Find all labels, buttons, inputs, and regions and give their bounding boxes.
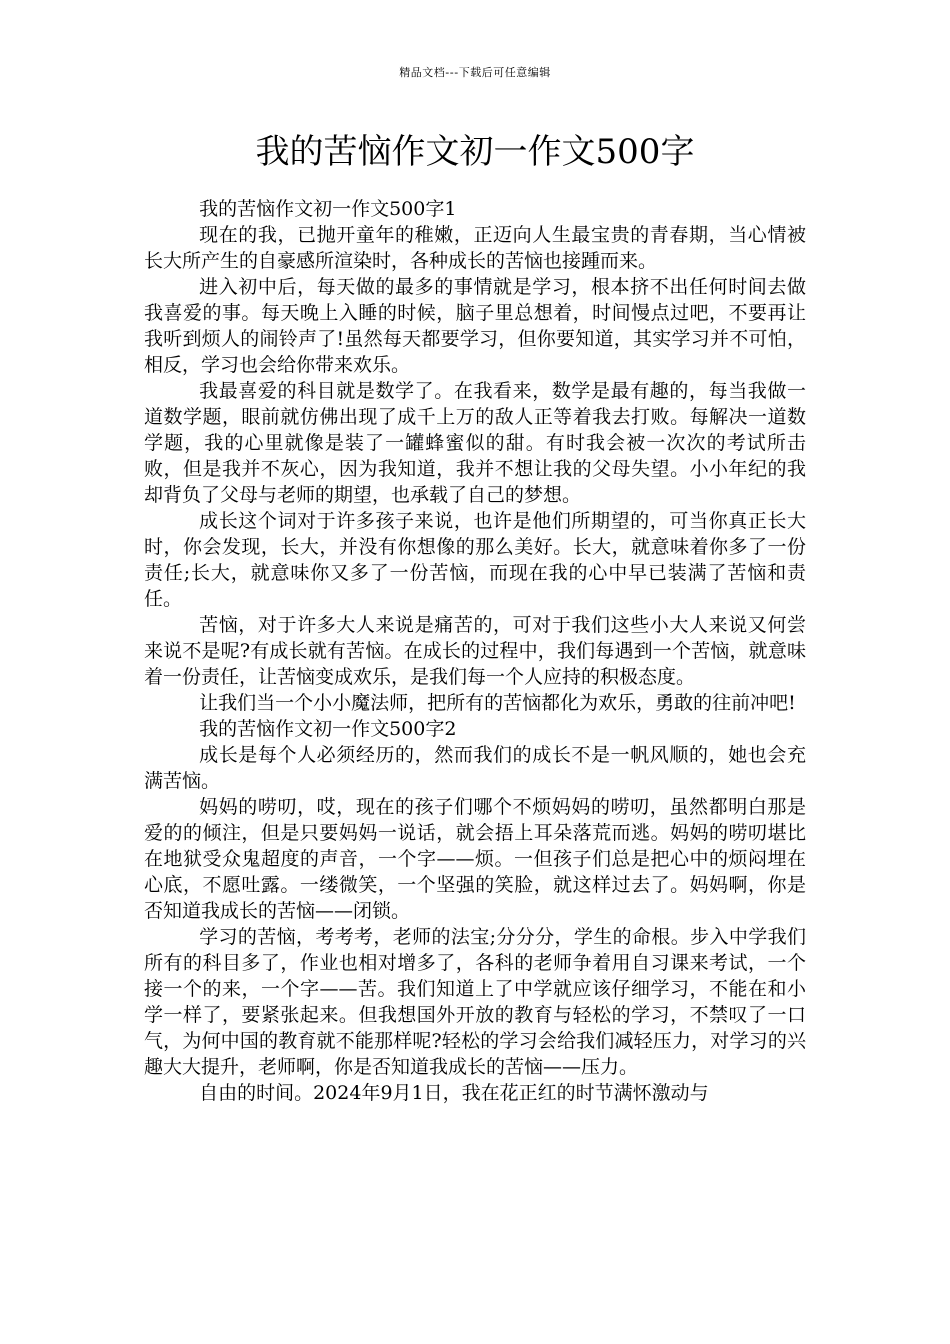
section-heading-1: 我的苦恼作文初一作文500字1: [199, 198, 457, 220]
paragraph: 妈妈的唠叨，哎，现在的孩子们哪个不烦妈妈的唠叨，虽然都明白那是爱的的倾注，但是只要妈妈一说话，就会捂上耳朵落荒而逃。妈妈的唠叨堪比在地狱受众鬼超度的声音，一个字——烦。一但孩子们总是把心中的烦闷埋在心底，不愿吐露。一缕微笑，一个坚强的笑脸，就这样过去了。妈妈啊，你是否知道我成长的苦恼——闭锁。: [144, 796, 806, 922]
page-header: 精品文档---下载后可任意编辑: [399, 66, 551, 79]
paragraph: 成长这个词对于许多孩子来说，也许是他们所期望的，可当你真正长大时，你会发现，长大，并没有你想像的那么美好。长大，就意味着你多了一份责任;长大，就意味你又多了一份苦恼，而现在我的心中早已装满了苦恼和责任。: [144, 510, 806, 610]
document-body: [144, 196, 806, 1106]
paragraph: 我最喜爱的科目就是数学了。在我看来，数学是最有趣的，每当我做一道数学题，眼前就仿佛出现了成千上万的敌人正等着我去打败。每解决一道数学题，我的心里就像是装了一罐蜂蜜似的甜。有时我会被一次次的考试所击败，但是我并不灰心，因为我知道，我并不想让我的父母失望。小小年纪的我却背负了父母与老师的期望，也承载了自己的梦想。: [144, 380, 806, 506]
paragraph: 现在的我，已抛开童年的稚嫩，正迈向人生最宝贵的青春期，当心情被长大所产生的自豪感所渲染时，各种成长的苦恼也接踵而来。: [144, 224, 806, 272]
paragraph: 学习的苦恼，考考考，老师的法宝;分分分，学生的命根。步入中学我们所有的科目多了，作业也相对增多了，各科的老师争着用自习课来考试，一个接一个的来，一个字——苦。我们知道上了中学就应该仔细学习，不能在和小学一样了，要紧张起来。但我想国外开放的教育与轻松的学习，不禁叹了一口气，为何中国的教育就不能那样呢?轻松的学习会给我们减轻压力，对学习的兴趣大大提升，老师啊，你是否知道我成长的苦恼——压力。: [144, 926, 806, 1078]
paragraph: 进入初中后，每天做的最多的事情就是学习，根本挤不出任何时间去做我喜爱的事。每天晚上入睡的时候，脑子里总想着，时间慢点过吧，不要再让我听到烦人的闹铃声了!虽然每天都要学习，但你要知道，其实学习并不可怕，相反，学习也会给你带来欢乐。: [144, 276, 806, 376]
section-heading-2: 我的苦恼作文初一作文500字2: [199, 718, 457, 740]
paragraph: 成长是每个人必须经历的，然而我们的成长不是一帆风顺的，她也会充满苦恼。: [144, 744, 806, 792]
document-title: 我的苦恼作文初一作文500字: [255, 132, 695, 172]
paragraph: 让我们当一个小小魔法师，把所有的苦恼都化为欢乐，勇敢的往前冲吧!: [199, 692, 796, 714]
paragraph: 自由的时间。2024年9月1日，我在花正红的时节满怀激动与: [199, 1082, 709, 1104]
paragraph: 苦恼，对于许多大人来说是痛苦的，可对于我们这些小大人来说又何尝来说不是呢?有成长就有苦恼。在成长的过程中，我们每遇到一个苦恼，就意味着一份责任，让苦恼变成欢乐，是我们每一个人应持的积极态度。: [144, 614, 806, 688]
